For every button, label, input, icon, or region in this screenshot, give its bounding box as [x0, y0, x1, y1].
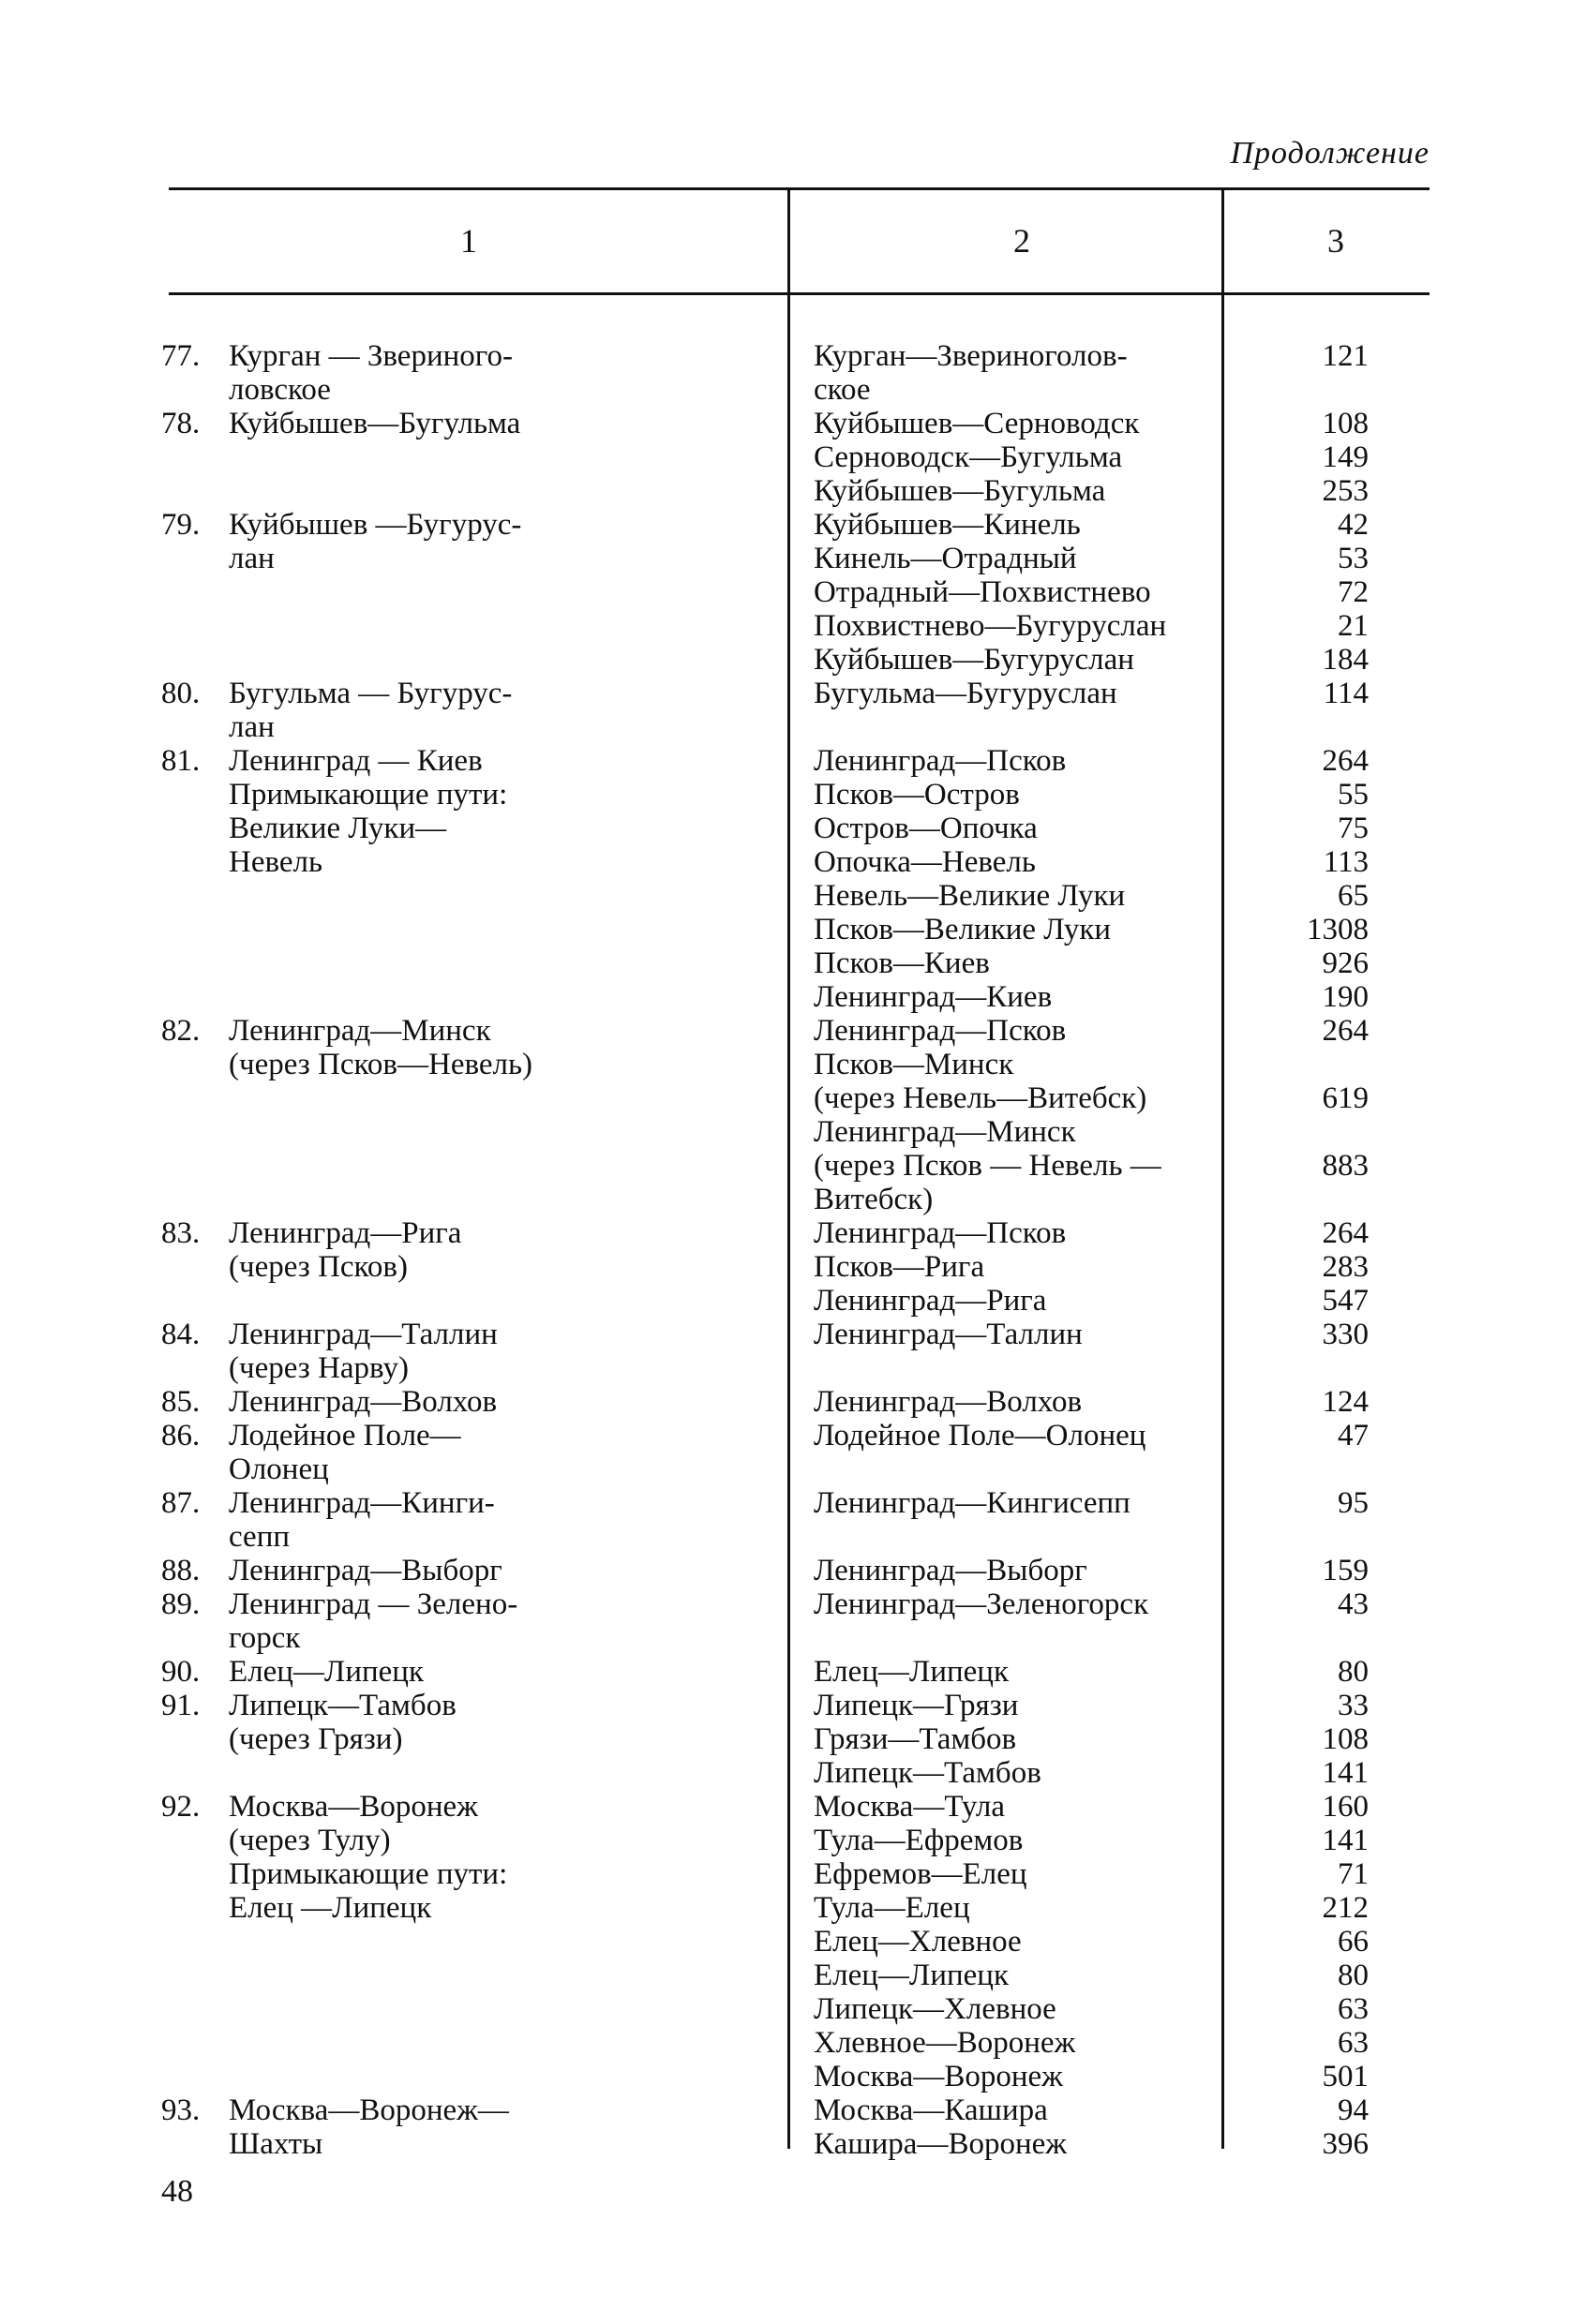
table-top-rule: [169, 187, 1430, 190]
segment-route: Псков—Рига: [814, 1250, 985, 1284]
segment-route: Ленинград—Киев: [814, 980, 1053, 1014]
segment-route: Хлевное—Воронеж: [814, 2026, 1076, 2060]
segment-route: Ленинград—Выборг: [814, 1554, 1087, 1587]
entry-number: 87.: [161, 1486, 201, 1520]
entry-route: Ленинград—Кинги- сепп: [229, 1486, 495, 1554]
segment-route: Лодейное Поле—Олонец: [814, 1419, 1146, 1452]
segment-route: Тула—Елец: [814, 1891, 970, 1925]
segment-distance: 212: [1322, 1891, 1369, 1925]
route-entry: [161, 1216, 780, 1284]
segment-distance: 80: [1338, 1959, 1369, 1992]
entry-route: Ленинград—Минск (через Псков—Невель): [229, 1014, 533, 1081]
continuation-label: Продолжение: [1230, 136, 1430, 171]
entry-route: Москва—Воронеж— Шахты: [229, 2093, 509, 2161]
entry-number: 93.: [161, 2093, 201, 2127]
segment-route: Ленинград—Псков: [814, 1216, 1067, 1250]
segment-route: Остров—Опочка: [814, 812, 1038, 845]
segment-route: Москва—Кашира: [814, 2093, 1048, 2127]
segment-route: Елец—Хлевное: [814, 1925, 1022, 1959]
entry-number: 78.: [161, 407, 201, 440]
entry-number: 83.: [161, 1216, 201, 1250]
segment-distance: 283: [1322, 1250, 1369, 1284]
segment-distance: 264: [1322, 1216, 1369, 1250]
segment-route: Грязи—Тамбов: [814, 1722, 1017, 1756]
segment-distance: 190: [1322, 980, 1369, 1014]
segment-distance: 330: [1322, 1318, 1369, 1351]
entry-number: 81.: [161, 744, 201, 778]
segment-distance: 21: [1338, 609, 1369, 643]
route-entry: [161, 744, 780, 879]
entry-number: 90.: [161, 1655, 201, 1689]
segment-route: Псков—Великие Луки: [814, 913, 1112, 946]
route-entry: [161, 1486, 780, 1554]
route-entry: [161, 1587, 780, 1655]
segment-distance: 71: [1338, 1857, 1369, 1891]
route-entry: [161, 407, 780, 440]
segment-distance: 65: [1338, 879, 1369, 913]
entry-route: Куйбышев —Бугурус- лан: [229, 508, 522, 575]
segment-route: Москва—Тула: [814, 1790, 1005, 1824]
segment-distance: 80: [1338, 1655, 1369, 1689]
segment-distance: 63: [1338, 1992, 1369, 2026]
segment-route: Ленинград—Таллин: [814, 1318, 1083, 1351]
segment-distance: 253: [1322, 474, 1369, 508]
segment-route: Липецк—Тамбов: [814, 1756, 1041, 1790]
entry-route: Липецк—Тамбов (через Грязи): [229, 1689, 457, 1756]
entry-number: 92.: [161, 1790, 201, 1824]
segment-distance: 619: [1322, 1081, 1369, 1115]
entry-route: Ленинград — Киев Примыкающие пути: Великие Луки— Невель: [229, 744, 508, 879]
column-header-2: 2: [1013, 222, 1030, 260]
entry-number: 88.: [161, 1554, 201, 1587]
route-entry: [161, 677, 780, 744]
segment-route: Отрадный—Похвистнево: [814, 575, 1151, 609]
segment-route: Ефремов—Елец: [814, 1857, 1027, 1891]
segment-route: Похвистнево—Бугуруслан: [814, 609, 1167, 643]
segment-route: Елец—Липецк: [814, 1655, 1009, 1689]
segment-distance: 108: [1322, 1722, 1369, 1756]
segment-distance: 547: [1322, 1284, 1369, 1318]
entry-number: 79.: [161, 508, 201, 542]
segment-route: Ленинград—Зеленогорск: [814, 1587, 1149, 1621]
segment-distance: 141: [1322, 1824, 1369, 1857]
entry-route: Москва—Воронеж (через Тулу) Примыкающие пути: Елец —Липецк: [229, 1790, 508, 1925]
segment-distance: 66: [1338, 1925, 1369, 1959]
segment-route: Липецк—Грязи: [814, 1689, 1019, 1722]
segment-route: Кинель—Отрадный: [814, 542, 1077, 575]
entry-route: Ленинград—Рига (через Псков): [229, 1216, 462, 1284]
route-entry: [161, 1790, 780, 1925]
route-entry: [161, 339, 780, 407]
route-entry: [161, 1318, 780, 1385]
entry-route: Куйбышев—Бугульма: [229, 407, 521, 440]
segment-distance: 63: [1338, 2026, 1369, 2060]
segment-distance: 124: [1322, 1385, 1369, 1419]
entry-route: Ленинград — Зелено- горск: [229, 1587, 518, 1655]
segment-distance: 94: [1338, 2093, 1369, 2127]
segment-route: Куйбышев—Серноводск: [814, 407, 1140, 440]
segment-distance: 95: [1338, 1486, 1369, 1520]
segment-distance: 159: [1322, 1554, 1369, 1587]
entry-route: Бугульма — Бугурус- лан: [229, 677, 513, 744]
segment-distance: 33: [1338, 1689, 1369, 1722]
segment-distance: 184: [1322, 643, 1369, 677]
segment-route: Псков—Минск (через Невель—Витебск): [814, 1048, 1147, 1115]
page-number: 48: [161, 2174, 193, 2209]
column-divider-1: [787, 190, 790, 2149]
segment-route: Псков—Остров: [814, 778, 1020, 812]
segment-distance: 108: [1322, 407, 1369, 440]
segment-route: Москва—Воронеж: [814, 2060, 1063, 2093]
segment-route: Куйбышев—Кинель: [814, 508, 1081, 542]
route-entry: [161, 1419, 780, 1486]
segment-distance: 53: [1338, 542, 1369, 575]
segment-route: Ленинград—Кингисепп: [814, 1486, 1130, 1520]
segment-route: Куйбышев—Бугуруслан: [814, 643, 1134, 677]
route-entry: [161, 1554, 780, 1587]
entry-number: 89.: [161, 1587, 201, 1621]
segment-distance: 113: [1323, 845, 1369, 879]
entry-number: 77.: [161, 339, 201, 373]
segment-distance: 926: [1322, 946, 1369, 980]
segment-route: Кашира—Воронеж: [814, 2127, 1068, 2161]
entry-route: Ленинград—Выборг: [229, 1554, 502, 1587]
segment-distance: 75: [1338, 812, 1369, 845]
segment-distance: 72: [1338, 575, 1369, 609]
segment-distance: 396: [1322, 2127, 1369, 2161]
route-entry: [161, 2093, 780, 2161]
segment-distance: 883: [1322, 1149, 1369, 1183]
entry-number: 86.: [161, 1419, 201, 1452]
segment-route: Серноводск—Бугульма: [814, 440, 1123, 474]
segment-distance: 47: [1338, 1419, 1369, 1452]
column-header-1: 1: [460, 222, 477, 260]
entry-route: Лодейное Поле— Олонец: [229, 1419, 461, 1486]
route-entry: [161, 1385, 780, 1419]
segment-route: Ленинград—Псков: [814, 1014, 1067, 1048]
entry-number: 85.: [161, 1385, 201, 1419]
segment-route: Ленинград—Волхов: [814, 1385, 1083, 1419]
header-bottom-rule: [169, 292, 1430, 295]
segment-distance: 55: [1338, 778, 1369, 812]
entry-route: Курган — Звериного- ловское: [229, 339, 513, 407]
route-entry: [161, 508, 780, 575]
segment-distance: 264: [1322, 1014, 1369, 1048]
segment-route: Ленинград—Псков: [814, 744, 1067, 778]
segment-route: Псков—Киев: [814, 946, 990, 980]
column-header-3: 3: [1327, 222, 1344, 260]
segment-distance: 501: [1322, 2060, 1369, 2093]
segment-distance: 114: [1323, 677, 1369, 710]
entry-route: Елец—Липецк: [229, 1655, 424, 1689]
route-entry: [161, 1014, 780, 1081]
route-entry: [161, 1689, 780, 1756]
segment-route: Бугульма—Бугуруслан: [814, 677, 1117, 710]
entry-number: 82.: [161, 1014, 201, 1048]
entry-number: 80.: [161, 677, 201, 710]
segment-distance: 141: [1322, 1756, 1369, 1790]
segment-distance: 1308: [1307, 913, 1369, 946]
segment-distance: 149: [1322, 440, 1369, 474]
segment-route: Невель—Великие Луки: [814, 879, 1126, 913]
segment-route: Курган—Звериноголов- ское: [814, 339, 1128, 407]
segment-route: Елец—Липецк: [814, 1959, 1009, 1992]
segment-route: Ленинград—Минск (через Псков — Невель — Витебск): [814, 1115, 1161, 1216]
entry-route: Ленинград—Волхов: [229, 1385, 498, 1419]
segment-distance: 42: [1338, 508, 1369, 542]
segment-route: Ленинград—Рига: [814, 1284, 1047, 1318]
entry-route: Ленинград—Таллин (через Нарву): [229, 1318, 498, 1385]
segment-route: Тула—Ефремов: [814, 1824, 1024, 1857]
segment-distance: 121: [1322, 339, 1369, 373]
segment-distance: 264: [1322, 744, 1369, 778]
segment-route: Липецк—Хлевное: [814, 1992, 1056, 2026]
segment-distance: 43: [1338, 1587, 1369, 1621]
segment-route: Куйбышев—Бугульма: [814, 474, 1106, 508]
entry-number: 91.: [161, 1689, 201, 1722]
segment-distance: 160: [1322, 1790, 1369, 1824]
route-entry: [161, 1655, 780, 1689]
segment-route: Опочка—Невель: [814, 845, 1036, 879]
entry-number: 84.: [161, 1318, 201, 1351]
